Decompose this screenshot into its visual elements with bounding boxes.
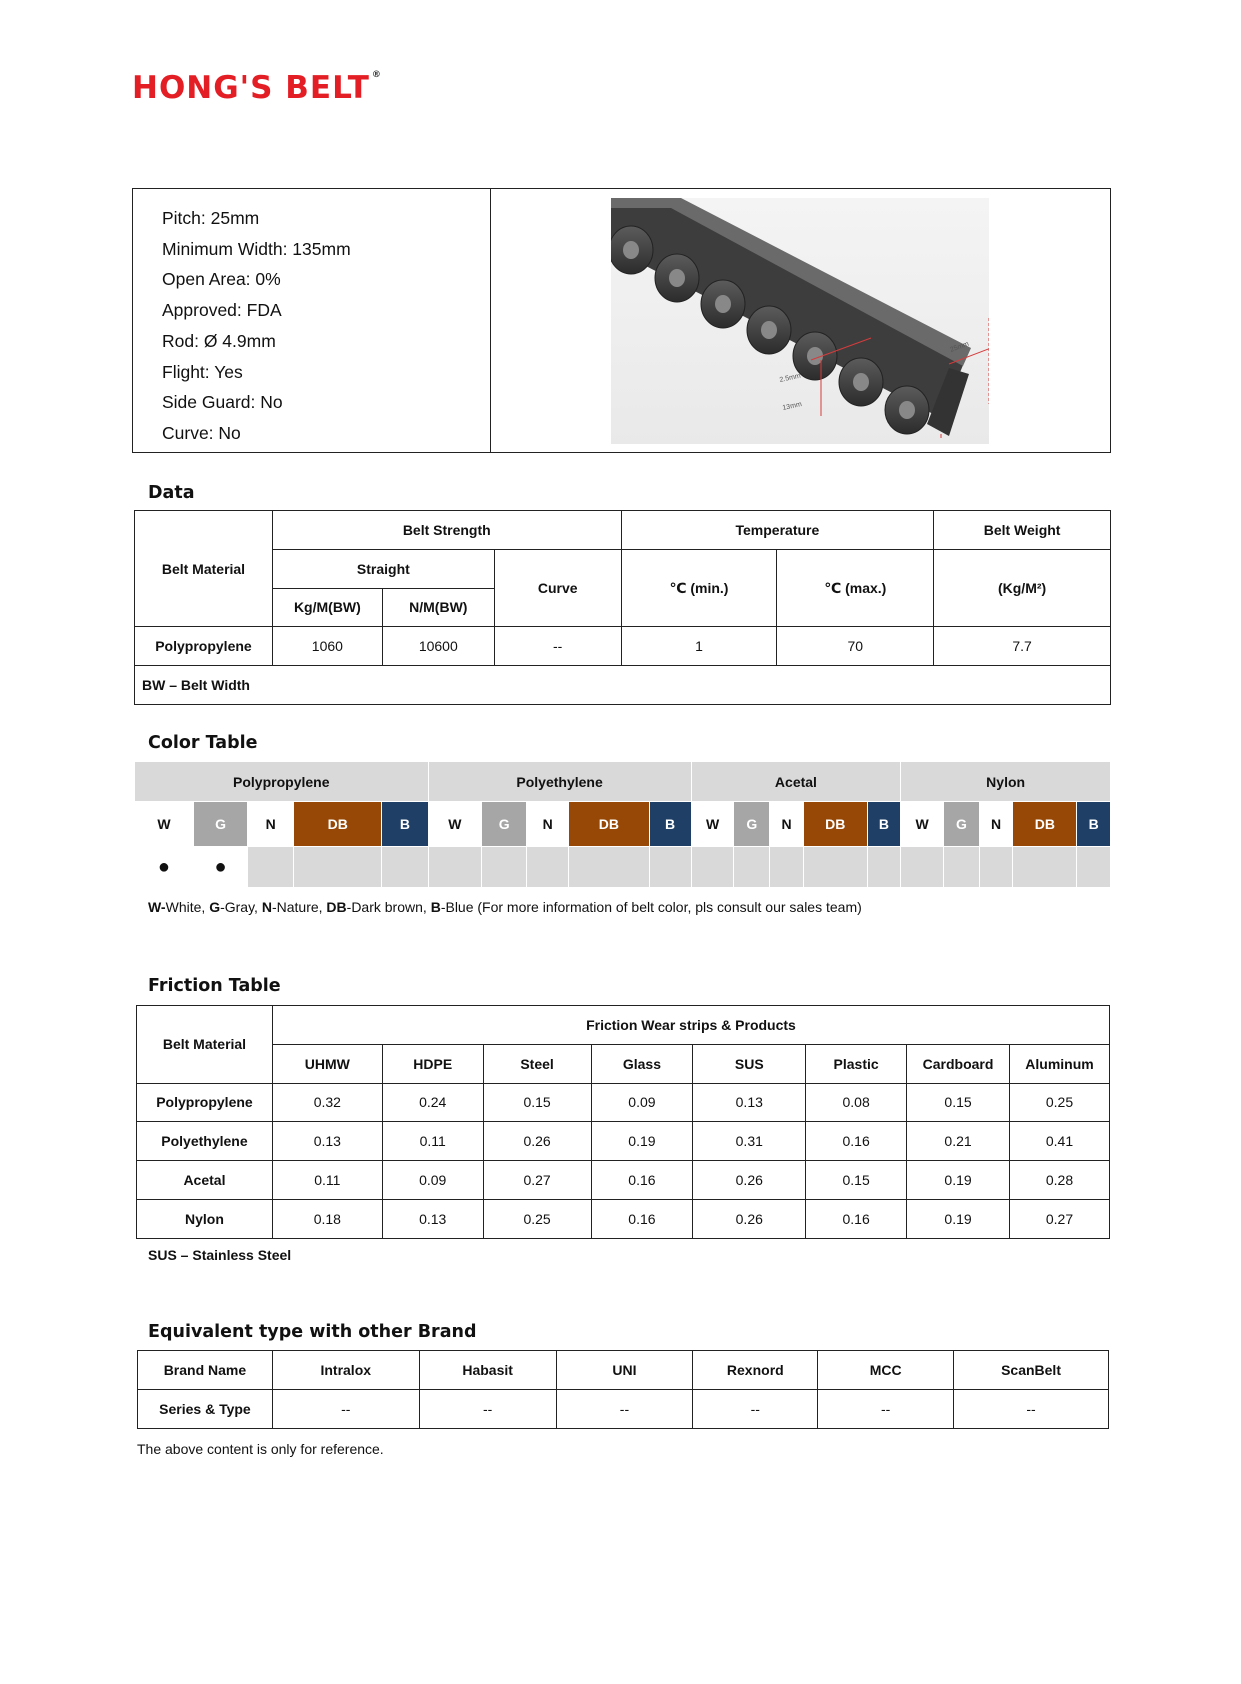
series-cell: -- [556,1390,693,1429]
friction-cell: 0.13 [272,1122,382,1161]
spec-rod: Rod: Ø 4.9mm [162,330,276,351]
availability-cell [1013,847,1077,888]
friction-cell: 0.32 [272,1083,382,1122]
series-cell: -- [818,1390,954,1429]
data-footnote: BW – Belt Width [135,666,1111,705]
availability-cell [1077,847,1111,888]
header-weight-unit: (Kg/M²) [934,549,1111,627]
color-legend [148,899,862,915]
swatch-b: B [1077,802,1111,847]
series-cell: -- [693,1390,818,1429]
friction-cell: 0.16 [591,1199,693,1238]
color-material-acetal: Acetal [691,762,901,802]
availability-cell [979,847,1013,888]
availability-cell [803,847,867,888]
spec-flight: Flight: Yes [162,361,243,382]
friction-cell: 0.41 [1010,1122,1110,1161]
swatch-g: G [734,802,770,847]
header-temp-max: ℃ (max.) [777,549,934,627]
friction-cell: 0.26 [693,1161,806,1200]
friction-col-glass: Glass [591,1044,693,1083]
swatch-db: DB [294,802,382,847]
row-material: Polypropylene [135,627,273,666]
friction-cell: 0.21 [907,1122,1010,1161]
dim-label-13mm: 13mm [781,401,803,412]
swatch-w: W [135,802,194,847]
spec-curve: Curve: No [162,422,241,443]
friction-table [136,1005,1110,1239]
spec-min-width: Minimum Width: 135mm [162,238,351,259]
belt-product-image [611,198,989,444]
header-belt-weight: Belt Weight [934,511,1111,550]
registered-mark: ® [371,70,382,80]
spec-approved: Approved: FDA [162,300,282,321]
color-material-polyethylene: Polyethylene [428,762,691,802]
dim-label-25mm: 25mm [949,340,970,354]
friction-cell: 0.11 [382,1122,483,1161]
friction-col-plastic: Plastic [806,1044,907,1083]
data-table [134,510,1111,705]
series-cell: -- [272,1390,419,1429]
series-cell: -- [419,1390,556,1429]
product-image-cell [491,189,1110,452]
friction-cell: 0.26 [693,1199,806,1238]
availability-cell [770,847,804,888]
header-temp-min: ℃ (min.) [621,549,777,627]
friction-cell: 0.08 [806,1083,907,1122]
friction-cell: 0.13 [693,1083,806,1122]
table-row [137,1083,1110,1122]
availability-cell [691,847,734,888]
spec-list [133,189,491,452]
legend-w-name: White, [165,899,210,915]
friction-footnote: SUS – Stainless Steel [148,1247,292,1263]
friction-col-uhmw: UHMW [272,1044,382,1083]
friction-cell: 0.19 [907,1199,1010,1238]
availability-cell [248,847,294,888]
swatch-w: W [428,802,482,847]
friction-row-material: Acetal [137,1161,273,1200]
availability-cell [294,847,382,888]
friction-col-sus: SUS [693,1044,806,1083]
table-row [138,1390,1109,1429]
friction-col-aluminum: Aluminum [1010,1044,1110,1083]
friction-cell: 0.11 [272,1161,382,1200]
friction-row-material: Nylon [137,1199,273,1238]
availability-cell [901,847,944,888]
friction-cell: 0.24 [382,1083,483,1122]
friction-cell: 0.09 [382,1161,483,1200]
availability-cell [867,847,901,888]
spec-side-guard: Side Guard: No [162,392,283,413]
spec-open-area: Open Area: 0% [162,269,281,290]
swatch-g: G [482,802,527,847]
data-section-title: Data [148,483,195,503]
spec-box [132,188,1111,453]
friction-col-hdpe: HDPE [382,1044,483,1083]
availability-cell [527,847,569,888]
header-belt-strength: Belt Strength [272,511,621,550]
availability-cell [382,847,428,888]
table-row [137,1161,1110,1200]
friction-row-material: Polyethylene [137,1122,273,1161]
header-n-m: N/M(BW) [382,588,494,627]
swatch-db: DB [803,802,867,847]
row-temp-min: 1 [621,627,777,666]
series-type-label: Series & Type [138,1390,273,1429]
friction-header-material: Belt Material [137,1006,273,1084]
swatch-g: G [944,802,980,847]
friction-cell: 0.27 [1010,1199,1110,1238]
friction-cell: 0.26 [483,1122,591,1161]
friction-col-steel: Steel [483,1044,591,1083]
table-row [135,627,1111,666]
swatch-w: W [901,802,944,847]
row-kg-m: 1060 [272,627,382,666]
friction-cell: 0.27 [483,1161,591,1200]
swatch-w: W [691,802,734,847]
swatch-b: B [867,802,901,847]
logo-text: HONG'S BELT [132,70,370,106]
availability-dot: ● [135,847,194,888]
header-curve: Curve [494,549,621,627]
spec-pitch: Pitch: 25mm [162,208,260,228]
color-material-polypropylene: Polypropylene [135,762,429,802]
friction-cell: 0.16 [806,1199,907,1238]
legend-w-code: W- [148,899,166,915]
legend-n-code: N [261,899,272,915]
swatch-n: N [248,802,294,847]
friction-cell: 0.16 [806,1122,907,1161]
header-kg-m: Kg/M(BW) [272,588,382,627]
friction-section-title: Friction Table [148,976,281,996]
legend-b-code: B [430,899,441,915]
swatch-b: B [382,802,428,847]
header-belt-material: Belt Material [135,511,273,627]
brand-name-label: Brand Name [138,1351,273,1390]
swatch-g: G [193,802,247,847]
friction-cell: 0.25 [483,1199,591,1238]
swatch-n: N [770,802,804,847]
header-straight: Straight [272,549,494,588]
series-cell: -- [954,1390,1109,1429]
table-row [137,1199,1110,1238]
row-weight: 7.7 [934,627,1111,666]
row-temp-max: 70 [777,627,934,666]
availability-cell [569,847,649,888]
brand-uni: UNI [556,1351,693,1390]
disclaimer: The above content is only for reference. [137,1441,384,1457]
friction-cell: 0.19 [591,1122,693,1161]
swatch-n: N [979,802,1013,847]
availability-cell [482,847,527,888]
friction-cell: 0.09 [591,1083,693,1122]
friction-cell: 0.13 [382,1199,483,1238]
legend-db-name: -Dark brown, [346,899,431,915]
swatch-b: B [649,802,691,847]
color-material-nylon: Nylon [901,762,1111,802]
brand-logo [132,70,382,106]
brand-habasit: Habasit [419,1351,556,1390]
equivalent-section-title: Equivalent type with other Brand [148,1322,477,1342]
swatch-n: N [527,802,569,847]
friction-col-cardboard: Cardboard [907,1044,1010,1083]
brand-intralox: Intralox [272,1351,419,1390]
brand-scanbelt: ScanBelt [954,1351,1109,1390]
brand-table [137,1350,1109,1429]
friction-cell: 0.15 [907,1083,1010,1122]
legend-db-code: DB [326,899,347,915]
swatch-db: DB [1013,802,1077,847]
legend-g-code: G [209,899,221,915]
friction-cell: 0.15 [806,1161,907,1200]
row-curve: -- [494,627,621,666]
friction-cell: 0.28 [1010,1161,1110,1200]
friction-header-group: Friction Wear strips & Products [272,1006,1109,1045]
legend-b-name: -Blue (For more information of belt color, pls consult our sales team) [440,899,862,915]
color-section-title: Color Table [148,733,258,753]
friction-cell: 0.25 [1010,1083,1110,1122]
friction-cell: 0.31 [693,1122,806,1161]
brand-mcc: MCC [818,1351,954,1390]
table-row [137,1122,1110,1161]
legend-g-name: -Gray, [220,899,262,915]
row-n-m: 10600 [382,627,494,666]
friction-cell: 0.19 [907,1161,1010,1200]
availability-cell [428,847,482,888]
dim-label-2-5mm: 2.5mm [778,372,802,384]
availability-cell [944,847,980,888]
friction-cell: 0.15 [483,1083,591,1122]
friction-cell: 0.18 [272,1199,382,1238]
header-temperature: Temperature [621,511,934,550]
friction-row-material: Polypropylene [137,1083,273,1122]
brand-rexnord: Rexnord [693,1351,818,1390]
color-table [134,761,1111,888]
availability-cell [649,847,691,888]
availability-dot: ● [193,847,247,888]
friction-cell: 0.16 [591,1161,693,1200]
availability-cell [734,847,770,888]
swatch-db: DB [569,802,649,847]
legend-n-name: -Nature, [271,899,327,915]
